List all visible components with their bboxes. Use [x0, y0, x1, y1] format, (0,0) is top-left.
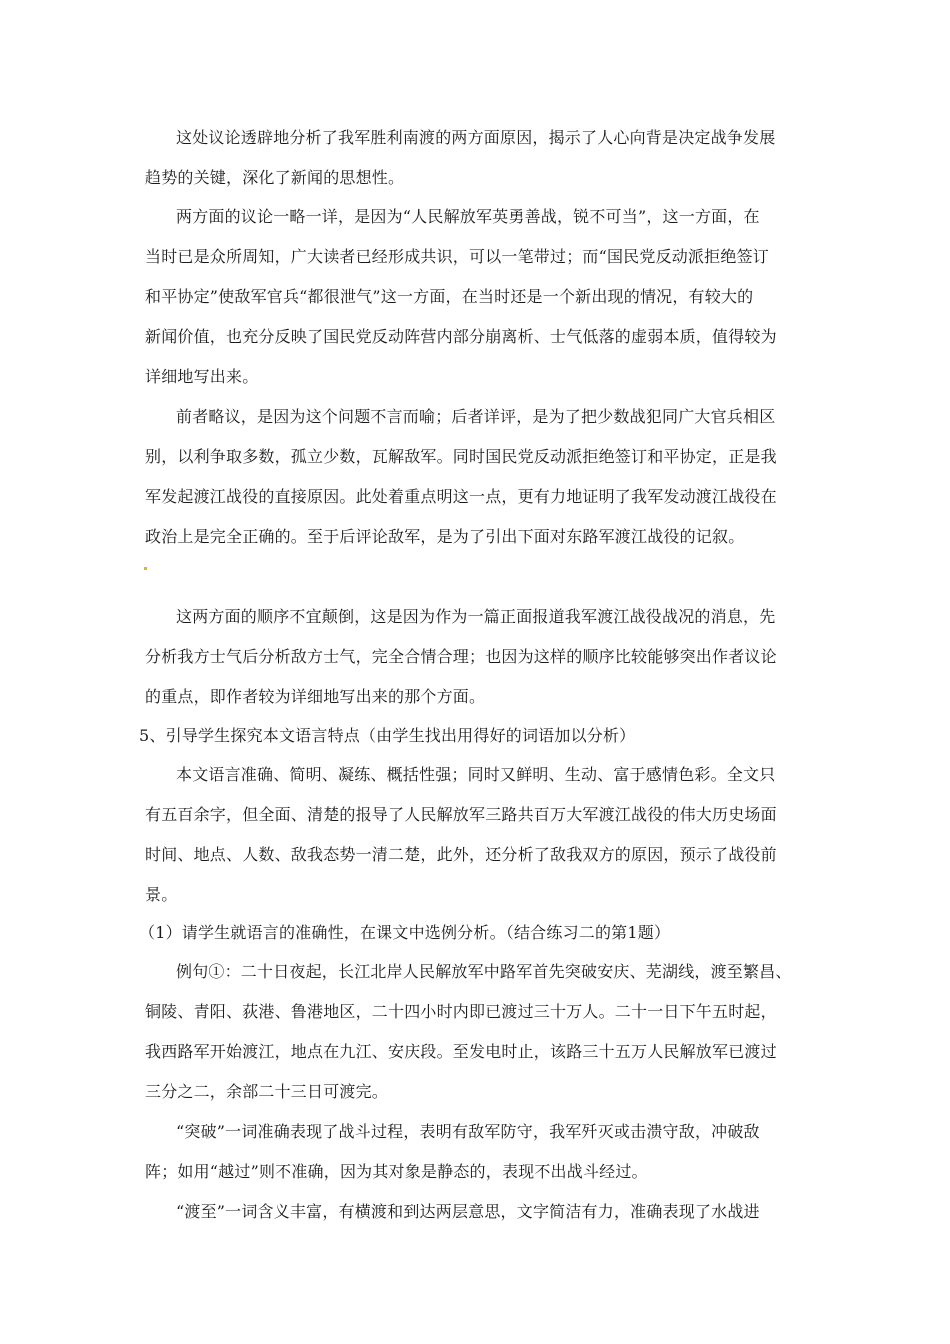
- paragraph-line: 我西路军开始渡江，地点在九江、安庆段。至发电时止，该路三十五万人民解放军已渡过: [145, 1042, 777, 1061]
- paragraph-line: 阵；如用“越过”则不准确，因为其对象是静态的，表现不出战斗经过。: [145, 1162, 648, 1181]
- sub-heading: （1）请学生就语言的准确性，在课文中选例分析。（结合练习二的第1题）: [139, 923, 671, 942]
- paragraph-line: 分析我方士气后分析敌方士气，完全合情合理；也因为这样的顺序比较能够突出作者议论: [145, 647, 777, 666]
- paragraph-line: 当时已是众所周知，广大读者已经形成共识，可以一笔带过；而“国民党反动派拒绝签订: [145, 247, 769, 266]
- paragraph-line: 三分之二，余部二十三日可渡完。: [145, 1082, 389, 1101]
- paragraph-line: 这处议论透辟地分析了我军胜利南渡的两方面原因，揭示了人心向背是决定战争发展: [176, 128, 776, 147]
- section-heading: 5、引导学生探究本文语言特点（由学生找出用得好的词语加以分析）: [139, 726, 636, 745]
- paragraph-line: 详细地写出来。: [145, 367, 259, 386]
- paragraph-line: 铜陵、青阳、荻港、鲁港地区，二十四小时内即已渡过三十万人。二十一日下午五时起，: [145, 1002, 777, 1021]
- paragraph-line: 前者略议，是因为这个问题不言而喻；后者详评，是为了把少数战犯同广大官兵相区: [176, 407, 776, 426]
- paragraph-line: 军发起渡江战役的直接原因。此处着重点明这一点，更有力地证明了我军发动渡江战役在: [145, 487, 777, 506]
- paragraph-line: 景。: [145, 885, 178, 904]
- paragraph-line: 别，以利争取多数，孤立少数，瓦解敌军。同时国民党反动派拒绝签订和平协定，正是我: [145, 447, 777, 466]
- paragraph-line: 时间、地点、人数、敌我态势一清二楚，此外，还分析了敌我双方的原因，预示了战役前: [145, 845, 777, 864]
- paragraph-line: 政治上是完全正确的。至于后评论敌军，是为了引出下面对东路军渡江战役的记叙。: [145, 527, 745, 546]
- paragraph-line: 的重点，即作者较为详细地写出来的那个方面。: [145, 687, 486, 706]
- paragraph-line: 和平协定”使敌军官兵“都很泄气”这一方面，在当时还是一个新出现的情况，有较大的: [145, 287, 754, 306]
- paragraph-line: 本文语言准确、简明、凝练、概括性强；同时又鲜明、生动、富于感情色彩。全文只: [176, 765, 776, 784]
- paragraph-line: 例句①：二十日夜起，长江北岸人民解放军中路军首先突破安庆、芜湖线，渡至繁昌、: [176, 962, 792, 981]
- paragraph-line: 新闻价值，也充分反映了国民党反动阵营内部分崩离析、士气低落的虚弱本质，值得较为: [145, 327, 777, 346]
- paragraph-line: 有五百余字，但全面、清楚的报导了人民解放军三路共百万大军渡江战役的伟大历史场面: [145, 805, 777, 824]
- paragraph-line: 趋势的关键，深化了新闻的思想性。: [145, 168, 405, 187]
- paragraph-line: 两方面的议论一略一详，是因为“人民解放军英勇善战，锐不可当”，这一方面，在: [176, 207, 760, 226]
- paragraph-line: “突破”一词准确表现了战斗过程，表明有敌军防守，我军歼灭或击溃守敌，冲破敌: [176, 1122, 760, 1141]
- paragraph-line: “渡至”一词含义丰富，有横渡和到达两层意思，文字简洁有力，准确表现了水战进: [176, 1202, 760, 1221]
- stray-mark: [144, 567, 147, 570]
- paragraph-line: 这两方面的顺序不宜颠倒，这是因为作为一篇正面报道我军渡江战役战况的消息，先: [176, 607, 776, 626]
